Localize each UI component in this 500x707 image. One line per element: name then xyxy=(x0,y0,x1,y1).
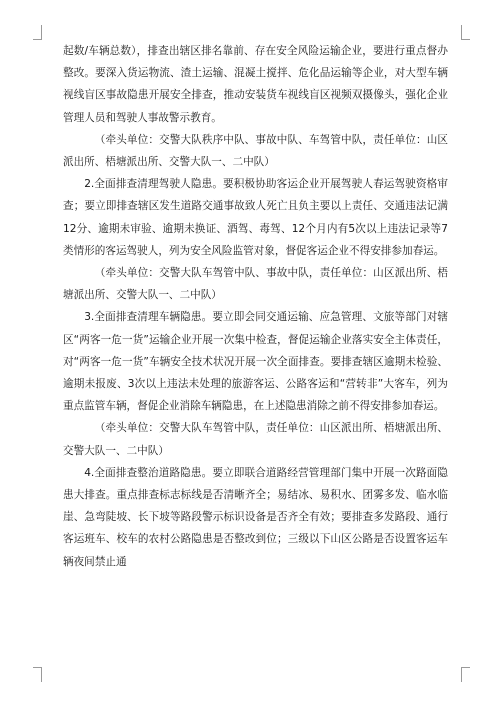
document-body xyxy=(63,40,448,573)
paragraph-continuation: 起数/车辆总数），排查出辖区排名靠前、存在安全风险运输企业，要进行重点督办整改。要深入货运物流、渣土运输、混凝土搅拌、危化品运输等企业，对大型车辆视线盲区事故隐患开展安全排查，推动安装货车视线盲区视频双摄像头，强化企业管理人员和驾驶人事故警示教育。 xyxy=(63,45,448,124)
crop-mark-bottom-right xyxy=(461,667,470,682)
paragraph-item-2: 2.全面排查清理驾驶人隐患。要积极协助客运企业开展驾驶人春运驾驶资格审查；要立即排查辖区发生道路交通事故致人死亡且负主要以上责任、交通违法记满12分、逾期未审验、逾期未换证、酒驾、毒驾、12个月内有5次以上违法记录等7类情形的客运驾驶人，列为安全风险监管对象，督促客运企业不得安排参加春运。 xyxy=(63,178,448,257)
paragraph-responsibility-1: （牵头单位：交警大队秩序中队、事故中队、车驾管中队，责任单位：山区派出所、梧塘派出所、交警大队一、二中队） xyxy=(63,133,448,169)
crop-mark-top-left xyxy=(33,25,42,40)
paragraph-item-3: 3.全面排查清理车辆隐患。要立即会同交通运输、应急管理、文旅等部门对辖区“两客一危一货”运输企业开展一次集中检查，督促运输企业落实安全主体责任，对“两客一危一货”车辆安全技术状况开展一次全面排查。要排查辖区逾期未检验、逾期未报废、3次以上违法未处理的旅游客运、公路客运和“营转非”大客车，列为重点监管车辆，督促企业消除车辆隐患，在上述隐患消除之前不得安排参加春运。 xyxy=(63,311,448,413)
paragraph-item-4: 4.全面排查整治道路隐患。要立即联合道路经营管理部门集中开展一次路面隐患大排查。重点排查标志标线是否清晰齐全；易结冰、易积水、团雾多发、临水临崖、急弯陡坡、长下坡等路段警示标识设备是否齐全有效；要排查多发路段、通行客运班车、校车的农村公路隐患是否整改到位；三级以下山区公路是否设置客运车辆夜间禁止通 xyxy=(63,466,448,568)
crop-mark-bottom-left xyxy=(33,667,42,682)
paragraph-responsibility-3: （牵头单位：交警大队车驾管中队，责任单位：山区派出所、梧塘派出所、交警大队一、二中队） xyxy=(63,422,448,457)
crop-mark-top-right xyxy=(461,25,470,40)
paragraph-responsibility-2: （牵头单位：交警大队车驾管中队、事故中队，责任单位：山区派出所、梧塘派出所、交警大队一、二中队） xyxy=(63,267,448,302)
